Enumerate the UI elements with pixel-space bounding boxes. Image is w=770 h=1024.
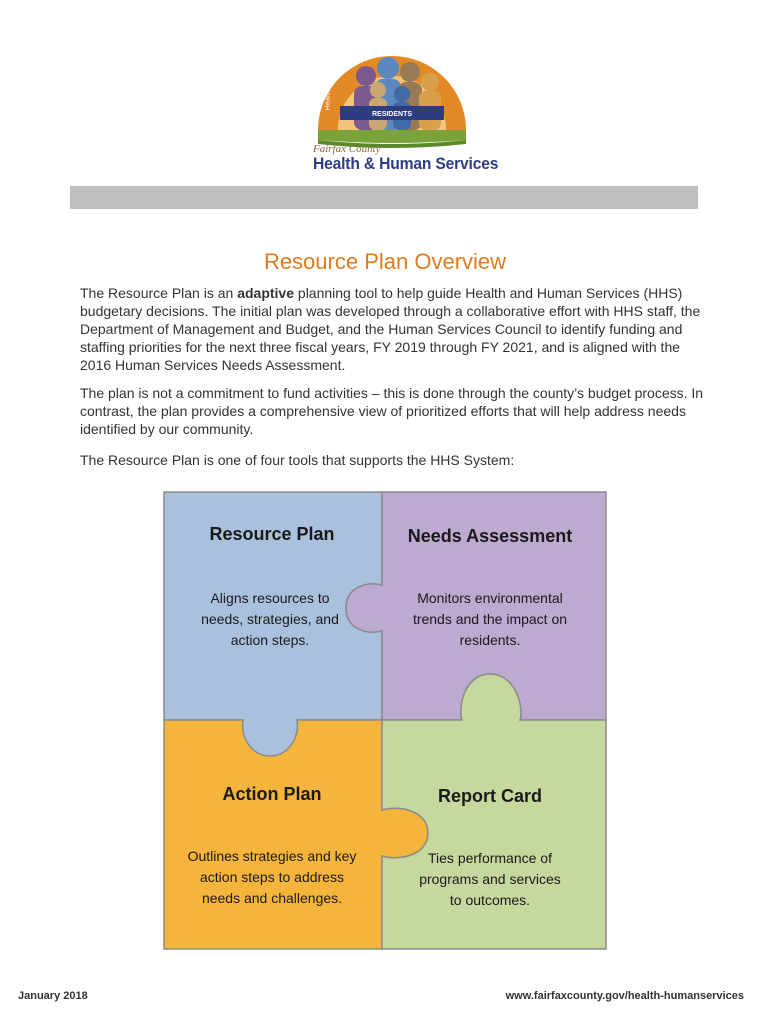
footer-date: January 2018: [18, 990, 88, 1002]
intro-bold-word: adaptive: [237, 285, 295, 301]
footer-website-link[interactable]: www.fairfaxcounty.gov/health-humanservices: [505, 990, 744, 1002]
hhs-tools-puzzle: [160, 488, 610, 953]
needs-assessment-title: Needs Assessment: [407, 526, 573, 546]
intro-paragraph: [80, 284, 705, 374]
logo-arc-left-text: Health & Human Services Agencies: [324, 34, 397, 111]
action-plan-line-3: needs and challenges.: [201, 890, 343, 906]
resource-plan-title: Resource Plan: [209, 524, 335, 544]
action-plan-line-2: action steps to address: [200, 869, 344, 885]
report-card-line-3: to outcomes.: [449, 892, 531, 908]
needs-assessment-line-3: residents.: [459, 632, 521, 648]
needs-assessment-line-2: trends and the impact on: [412, 611, 568, 627]
needs-assessment-description: [380, 588, 600, 651]
tools-intro-paragraph: The Resource Plan is one of four tools that supports the HHS System:: [80, 452, 515, 468]
action-plan-description: [162, 846, 382, 909]
brand-agency-name: Health & Human Services: [313, 154, 499, 173]
brand-county-name: Fairfax County: [313, 143, 381, 155]
resource-plan-line-3: action steps.: [230, 632, 310, 648]
report-card-line-2: programs and services: [419, 871, 561, 887]
page-title: Resource Plan Overview: [263, 248, 507, 274]
action-plan-title: Action Plan: [222, 784, 322, 804]
resource-plan-line-2: needs, strategies, and: [201, 611, 339, 627]
header-divider-band: [70, 186, 698, 209]
logo-arc-right-text: Stakeholders & Partners: [407, 34, 472, 82]
report-card-title: Report Card: [437, 786, 542, 806]
logo-banner-text: RESIDENTS: [371, 111, 413, 118]
intro-text-end: planning tool to help guide Health and Human Services (HHS) budgetary decisions. The initial plan was developed through a collaborative effort with HHS staff, the Department of Management and Budget, and the Human Services Council to identify funding and staffing priorities for the next three fiscal years, FY 2019 through FY 2021, and is aligned with the 2016 Human Services Needs Assessment.: [80, 285, 701, 373]
action-plan-line-1: Outlines strategies and key: [187, 848, 357, 864]
report-card-description: [380, 848, 600, 911]
intro-text-start: The Resource Plan is an: [80, 285, 238, 301]
resource-plan-line-1: Aligns resources to: [210, 590, 330, 606]
report-card-line-1: Ties performance of: [428, 850, 552, 866]
resource-plan-description: [160, 588, 380, 651]
commitment-paragraph: The plan is not a commitment to fund activities – this is done through the county’s budget process. In contrast, the plan provides a comprehensive view of prioritized efforts that will help address needs identified by our community.: [80, 385, 704, 437]
needs-assessment-line-1: Monitors environmental: [417, 590, 563, 606]
